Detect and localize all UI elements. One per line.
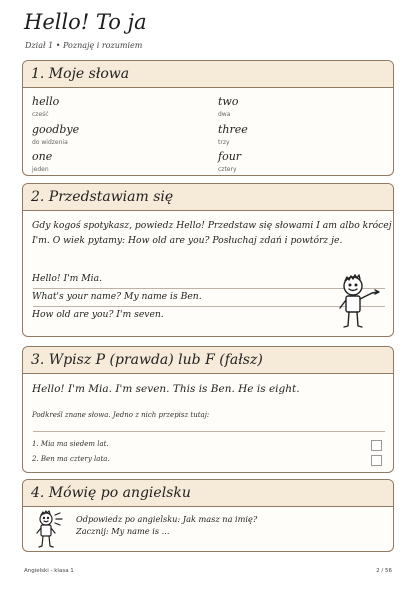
answer-box[interactable] [371,455,382,466]
section-title: 2. Przedstawiam się [31,189,174,205]
word-en: goodbye [32,123,80,136]
speaking-hint: Zacznij: My name is ... [76,526,170,536]
footer-subject: Angielski - klasa 1 [24,568,74,574]
word-en: four [218,150,242,163]
section-title: 1. Moje słowa [31,66,130,82]
section-title: 3. Wpisz P (prawda) lub F (fałsz) [31,352,263,368]
section-header [23,184,393,211]
dialog-line: What's your name? My name is Ben. [32,291,202,302]
section-my-words [22,60,394,176]
answer-line[interactable] [33,431,385,432]
reading-passage: Hello! I'm Mia. I'm seven. This is Ben. He is eight. [32,383,300,395]
word-en: hello [32,95,60,108]
speaking-prompt: Odpowiedz po angielsku: Jak masz na imię? [76,514,258,524]
section-header [23,61,393,88]
word-pl: cześć [32,111,49,118]
word-en: one [32,150,53,163]
page-number: 2 / 56 [376,568,392,574]
page-subtitle: Dział 1 • Poznaję i rozumiem [25,41,143,50]
section-true-false [22,346,394,473]
word-pl: cztery [218,166,237,173]
word-pl: jeden [32,166,49,173]
word-pl: do widzenia [32,139,68,146]
section-introduce [22,183,394,337]
page-title: Hello! To ja [24,10,147,34]
intro-text: Gdy kogoś spotykasz, powiedz Hello! Przedstaw się słowami I am albo krócej [32,220,392,231]
section-title: 4. Mówię po angielsku [31,485,191,501]
statement: 2. Ben ma cztery lata. [32,455,110,463]
word-pl: dwa [218,111,231,118]
divider [33,306,385,307]
statement: 1. Mia ma siedem lat. [32,440,109,448]
answer-box[interactable] [371,440,382,451]
intro-text: I'm. O wiek pytamy: How old are you? Posłuchaj zdań i powtórz je. [32,235,343,246]
boy-pointing-illustration [335,272,385,334]
section-header [23,347,393,374]
word-en: two [218,95,239,108]
section-speaking [22,479,394,552]
speaking-child-illustration [33,510,69,550]
word-en: three [218,123,248,136]
word-pl: trzy [218,139,230,146]
section-header [23,480,393,507]
divider [33,288,385,289]
dialog-line: Hello! I'm Mia. [32,273,103,284]
instruction-text: Podkreśl znane słowa. Jedno z nich przepisz tutaj: [32,411,210,419]
dialog-line: How old are you? I'm seven. [32,309,164,320]
